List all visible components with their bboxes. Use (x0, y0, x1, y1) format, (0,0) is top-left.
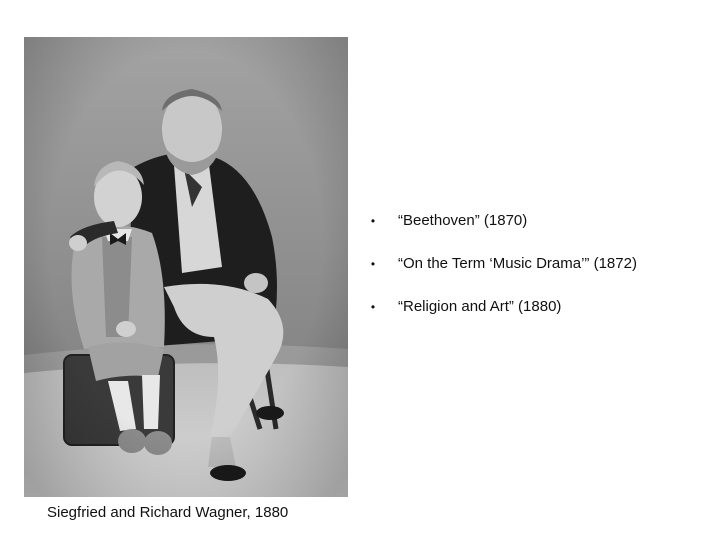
bullet-icon: • (370, 214, 376, 228)
work-title: “On the Term ‘Music Drama’” (1872) (398, 255, 637, 272)
wagner-photograph (24, 37, 348, 497)
list-item (366, 298, 637, 316)
work-title: “Religion and Art” (1880) (398, 298, 562, 315)
list-item (366, 212, 637, 230)
work-title: “Beethoven” (1870) (398, 212, 528, 229)
works-list (366, 212, 637, 341)
photo-caption: Siegfried and Richard Wagner, 1880 (47, 504, 289, 521)
bullet-icon: • (370, 300, 376, 314)
list-item (366, 255, 637, 273)
bullet-icon: • (370, 257, 376, 271)
photograph-image (24, 37, 348, 497)
